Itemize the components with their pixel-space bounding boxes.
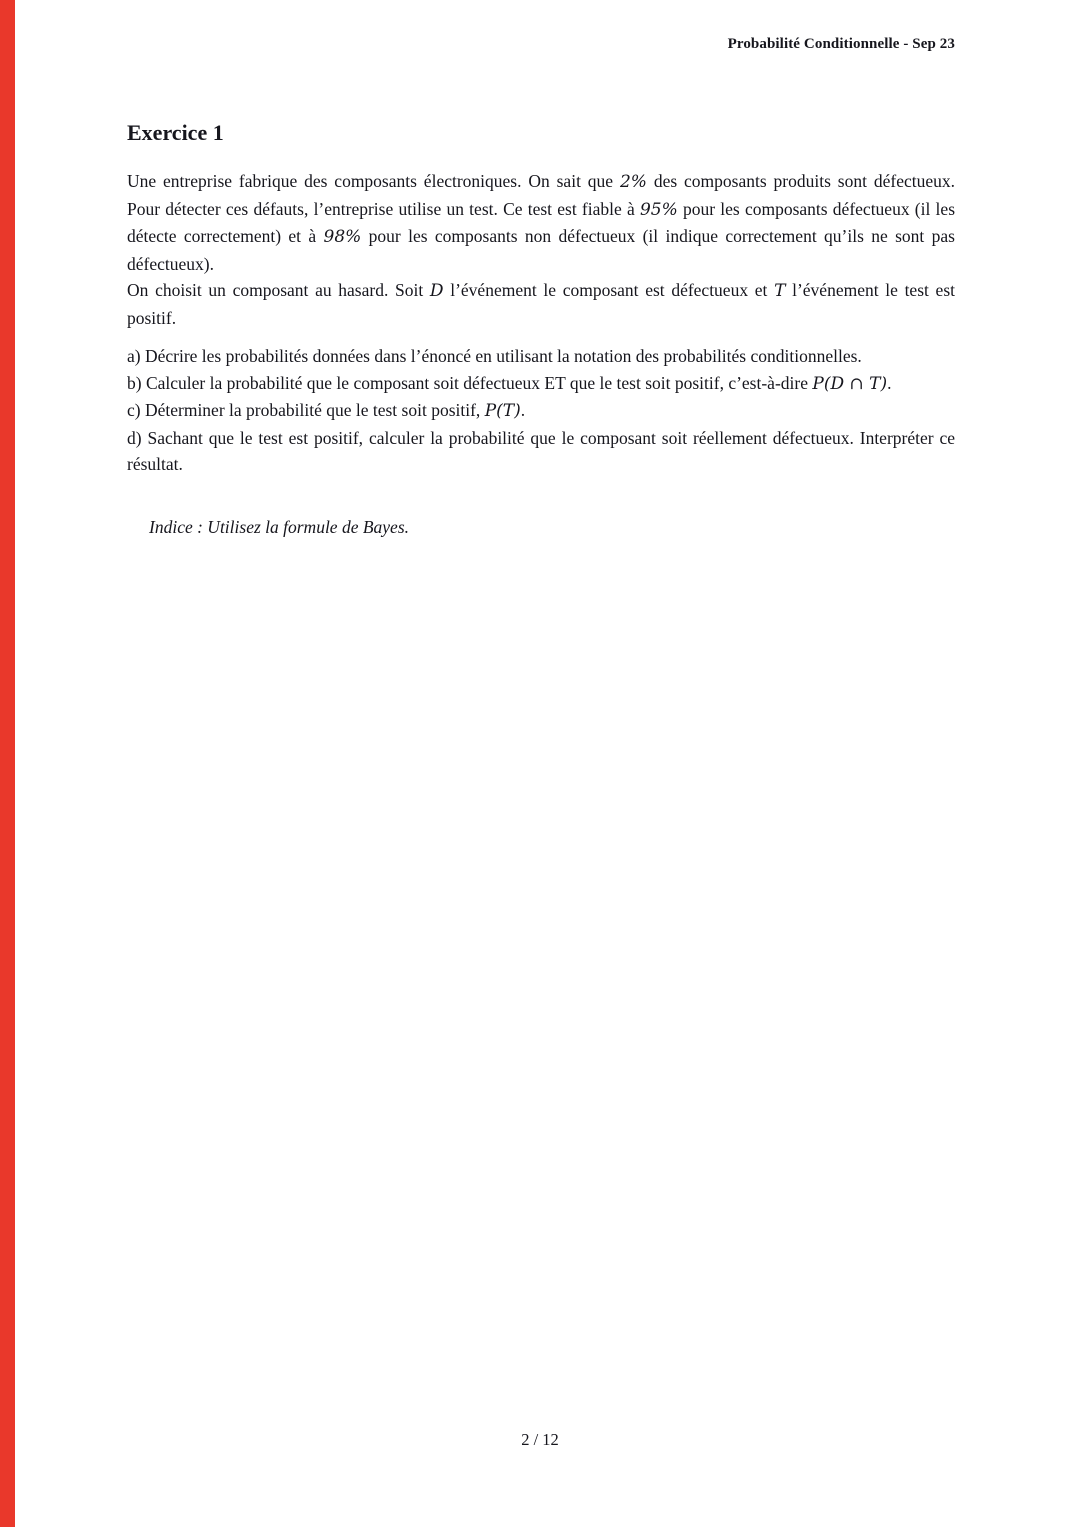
question-item-a: [127, 343, 955, 370]
text-segment: .: [520, 400, 526, 420]
text-segment: c) Déterminer la probabilité que le test soit positif,: [127, 400, 485, 420]
document-content: [127, 120, 955, 540]
text-segment: b) Calculer la probabilité que le composant soit défectueux ET que le test soit positif, c’est-à-dire: [127, 372, 813, 393]
intro-paragraph: [127, 277, 955, 331]
text-segment: .: [887, 372, 892, 393]
intro-paragraph: [127, 168, 955, 277]
text-segment: l’événement le composant est défectueux et: [443, 280, 775, 300]
math-expression: 2%: [619, 172, 647, 192]
text-segment: pour les composants défectueux (il les détecte correctement) et à: [127, 198, 956, 246]
text-segment: Une entreprise fabrique des composants électroniques. On sait que: [127, 171, 620, 191]
question-item-d: [127, 425, 955, 478]
text-segment: l’événement le test est positif.: [127, 280, 955, 328]
text-segment: des composants produits sont défectueux. Pour détecter ces défauts, l’entreprise utilise un test. Ce test est fiable à: [127, 171, 955, 219]
hint-text: Indice : Utilisez la formule de Bayes.: [149, 516, 410, 537]
left-accent-bar: [0, 0, 15, 1527]
text-segment: pour les composants non défectueux (il indique correctement qu’ils ne sont pas défectueux).: [127, 226, 955, 274]
text-segment: d) Sachant que le test est positif, calculer la probabilité que le composant soit réellement défectueux. Interpréter ce résultat.: [127, 427, 955, 474]
page-number: 2 / 12: [521, 1430, 559, 1449]
math-expression: P(T): [484, 401, 521, 421]
exercise-title: Exercice 1: [127, 120, 224, 145]
math-expression: 95%: [639, 199, 678, 220]
question-item-b: [127, 370, 955, 398]
questions-block: [127, 343, 955, 478]
intro-block: [127, 168, 955, 331]
math-expression: 98%: [323, 227, 362, 247]
text-segment: a) Décrire les probabilités données dans l’énoncé en utilisant la notation des probabilités conditionnelles.: [127, 346, 862, 366]
question-item-c: [127, 397, 955, 425]
text-segment: On choisit un composant au hasard. Soit: [127, 280, 430, 300]
math-expression: T: [774, 281, 786, 301]
math-expression: D: [429, 281, 444, 301]
running-header: Probabilité Conditionnelle - Sep 23: [727, 36, 955, 52]
math-expression: P(D ∩ T): [812, 373, 888, 394]
